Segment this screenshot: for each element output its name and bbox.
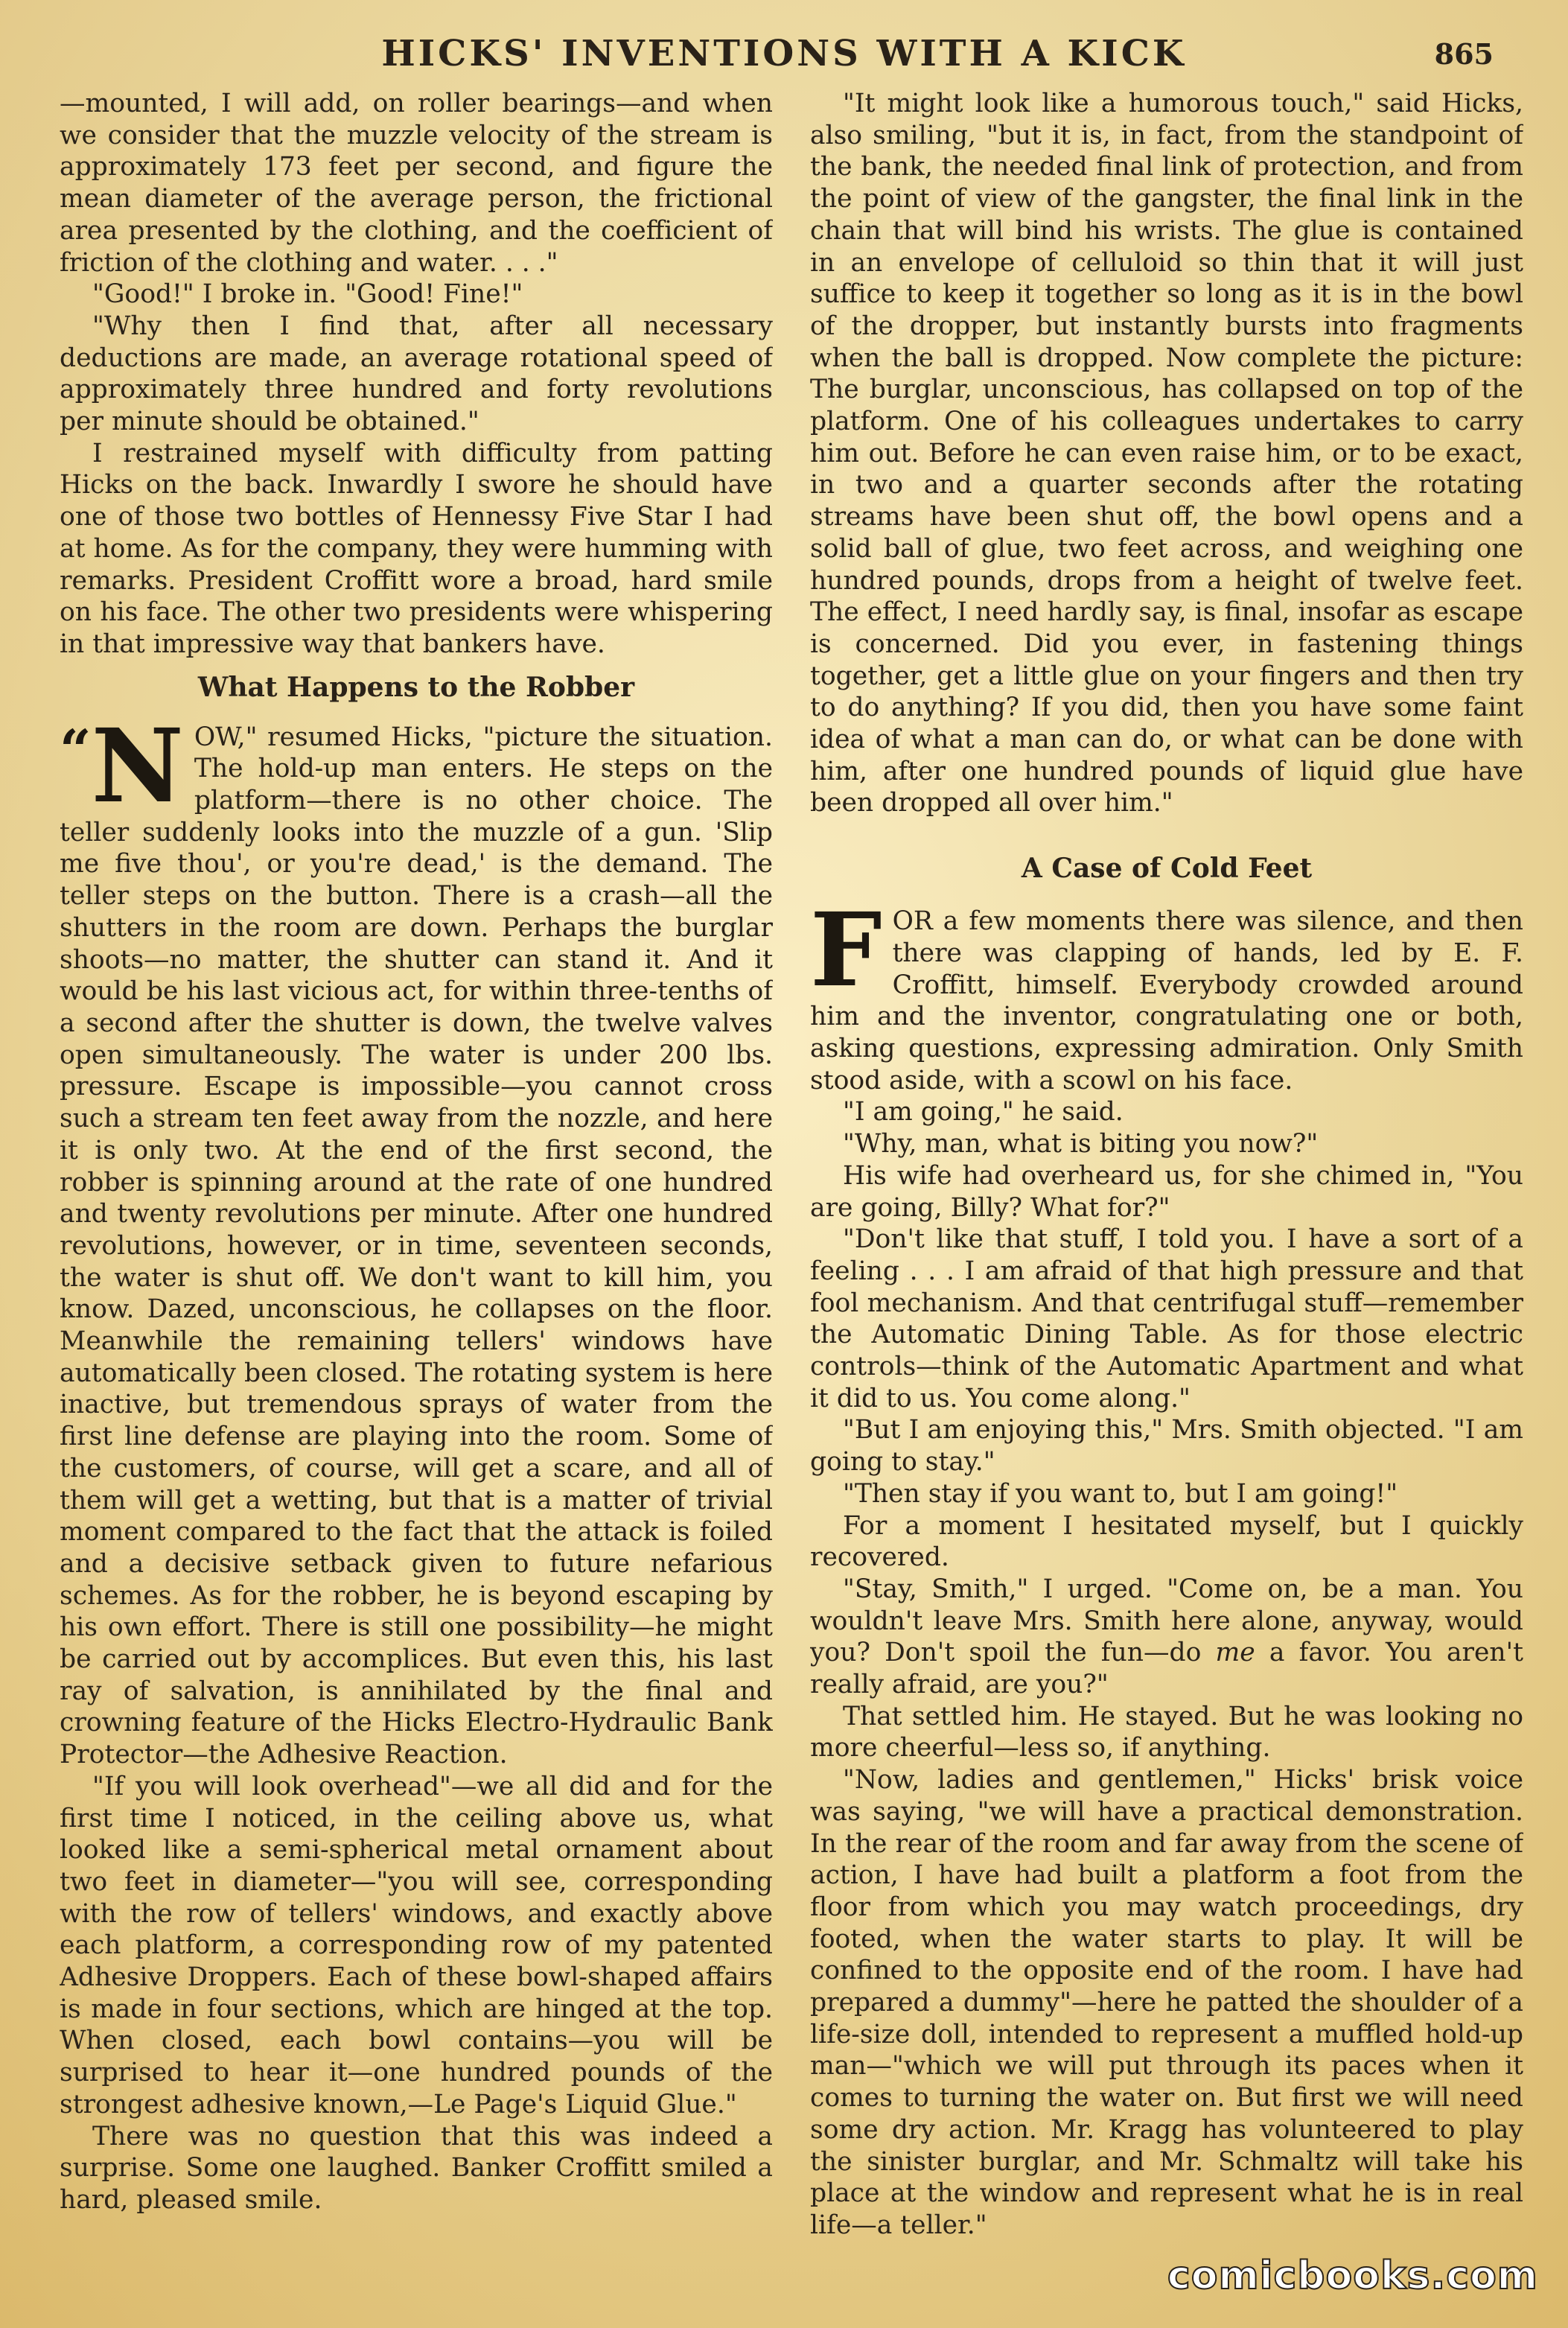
paragraph: "Why, man, what is biting you now?" (843, 1129, 1319, 1160)
paragraph: "Then stay if you want to, but I am going!" (843, 1478, 1398, 1509)
drop-cap (60, 706, 184, 826)
left-column (60, 88, 773, 2315)
paragraph: There was no question that this was indeed a surprise. Some one laughed. Banker Croffitt smiled a hard, pleased smile. (60, 2121, 773, 2215)
watermark: comicbooks.com (1167, 2254, 1538, 2298)
paragraph: "Now, ladies and gentlemen," Hicks' brisk voice was saying, "we will have a practical demonstration. In the rear of the room and far away from the scene of action, I have had built a platform a foot from the floor from which you may watch proceedings, dry footed, when the water starts to play. It will be confined to the opposite end of the room. I have had prepared a dummy"—here he patted the shoulder of a life-size doll, intended to represent a muffled hold-up man—"which we will put through its paces when it comes to turning the water on. But first we will need some dry action. Mr. Kragg has volunteered to play the sinister burglar, and Mr. Schmaltz will take his place at the window and represent what he is in real life—a teller." (810, 1765, 1523, 2240)
paragraph: "Don't like that stuff, I told you. I have a sort of a feeling . . . I am afraid of that high pressure and that fool mechanism. And that centrifugal stuff—remember the Automatic Dining Table. As for those electric controls—think of the Automatic Apartment and what it did to us. You come along." (810, 1224, 1523, 1413)
paragraph: For a moment I hesitated myself, but I quickly recovered. (810, 1510, 1523, 1573)
drop-cap-letter: N (91, 706, 184, 826)
paragraph: That settled him. He stayed. But he was looking no more cheerful—less so, if anything. (810, 1701, 1523, 1764)
paragraph: "It might look like a humorous touch," said Hicks, also smiling, "but it is, in fact, from the standpoint of the bank, the needed final link of protection, and from the point of view of the gangster, the final link in the chain that will bind his wrists. The glue is contained in an envelope of celluloid so thin that it will just suffice to keep it together so long as it is in the bowl of the dropper, but instantly bursts into fragments when the ball is dropped. Now complete the picture: The burglar, unconscious, has collapsed on top of the platform. One of his colleagues undertakes to carry him out. Before he can even raise him, or to be exact, in two and a quarter seconds after the rotating streams have been shut off, the bowl opens and a solid ball of glue, two feet across, and weighing one hundred pounds, drops from a height of twelve feet. The effect, I need hardly say, is final, insofar as escape is concerned. Did you ever, in fastening things together, get a little glue on your fingers and then try to do anything? If you did, then you have some faint idea of what a man can do, or what can be done with him, after one hundred pounds of liquid glue have been dropped all over him." (810, 89, 1523, 818)
paragraph-text: OR a few moments there was silence, and then there was clapping of hands, led by E. F. Croffitt, himself. Everybody crowded around him and the inventor, congratulating one or both, asking questions, expressing admiration. Only Smith stood aside, with a scowl on his face. (810, 906, 1523, 1095)
paragraph: "Good!" I broke in. "Good! Fine!" (92, 279, 523, 310)
paragraph: "I am going," he said. (843, 1097, 1124, 1128)
paragraph-text: "Stay, Smith," I urged. "Come on, be a man. You wouldn't leave Mrs. Smith here alone, anyway, would you? Don't spoil the fun—do (810, 1574, 1523, 1668)
emphasis: me (1215, 1638, 1255, 1668)
paragraph: "But I am enjoying this," Mrs. Smith objected. "I am going to stay." (810, 1415, 1523, 1478)
drop-cap-letter: F (810, 891, 882, 1011)
paragraph-text: a favor. You aren't really afraid, are you?" (810, 1638, 1523, 1700)
paragraph: His wife had overheard us, for she chimed in, "You are going, Billy? What for?" (810, 1160, 1523, 1223)
drop-cap-quote: “ (60, 718, 92, 783)
paragraph-text: OW," resumed Hicks, "picture the situation. The hold-up man enters. He steps on the platform—there is no other choice. The teller suddenly looks into the muzzle of a gun. 'Slip me five thou', or you're dead,' is the demand. The teller steps on the button. There is a crash—all the shutters in the room are down. Perhaps the burglar shoots—no matter, the shutter can stand it. And it would be his last vicious act, for within three-tenths of a second after the shutter is down, the twelve valves open simultaneously. The water is under 200 lbs. pressure. Escape is impossible—you cannot cross such a stream ten feet away from the nozzle, and here it is only two. At the end of the first second, the robber is spinning around at the rate of one hundred and twenty revolutions per minute. After one hundred revolutions, however, or in time, seventeen seconds, the water is shut off. We don't want to kill him, you know. Dazed, unconscious, he collapses on the floor. Meanwhile the remaining tellers' windows have automatically been closed. The rotating system is here inactive, but tremendous sprays of water from the first line defense are playing into the room. Some of the customers, of course, will get a scare, and all of them will get a wetting, but that is a matter of trivial moment compared to the fact that the attack is foiled and a decisive setback given to future nefarious schemes. As for the robber, he is beyond escaping by his own effort. There is still one possibility—he might be carried out by accomplices. But even this, his last ray of salvation, is annihilated by the final and crowning feature of the Hicks Electro-Hydraulic Bank Protector—the Adhesive Reaction. (60, 722, 773, 1770)
paragraph-with-dropcap (60, 706, 773, 1771)
paragraph: —mounted, I will add, on roller bearings—and when we consider that the muzzle velocity of the stream is approximately 173 feet per second, and figure the mean diameter of the average person, the frictional area presented by the clothing, and the coefficient of friction of the clothing and water. . . ." (60, 89, 773, 278)
running-head (52, 22, 1516, 82)
running-title: HICKS' INVENTIONS WITH A KICK (381, 33, 1187, 74)
paragraph: "Why then I find that, after all necessary deductions are made, an average rotational speed of approximately three hundred and forty revolutions per minute should be obtained." (60, 311, 773, 437)
paragraph-with-dropcap (810, 891, 1523, 1096)
paragraph: "If you will look overhead"—we all did and for the first time I noticed, in the ceiling above us, what looked like a semi-spherical metal ornament about two feet in diameter—"you will see, corresponding with the row of tellers' windows, and exactly above each platform, a corresponding row of my patented Adhesive Droppers. Each of these bowl-shaped affairs is made in four sections, which are hinged at the top. When closed, each bowl contains—you will be surprised to hear it—one hundred pounds of the strongest adhesive known,—Le Page's Liquid Glue." (60, 1771, 773, 2119)
paragraph: I restrained myself with difficulty from patting Hicks on the back. Inwardly I swore he should have one of those two bottles of Hennessy Five Star I had at home. As for the company, they were humming with remarks. President Croffitt wore a broad, hard smile on his face. The other two presidents were whispering in that impressive way that bankers have. (60, 438, 773, 659)
page-number: 865 (1434, 37, 1494, 71)
section-subhead: What Happens to the Robber (197, 671, 635, 703)
section-subhead: A Case of Cold Feet (1021, 853, 1313, 885)
paragraph (810, 1574, 1523, 1701)
right-column (810, 88, 1523, 2315)
